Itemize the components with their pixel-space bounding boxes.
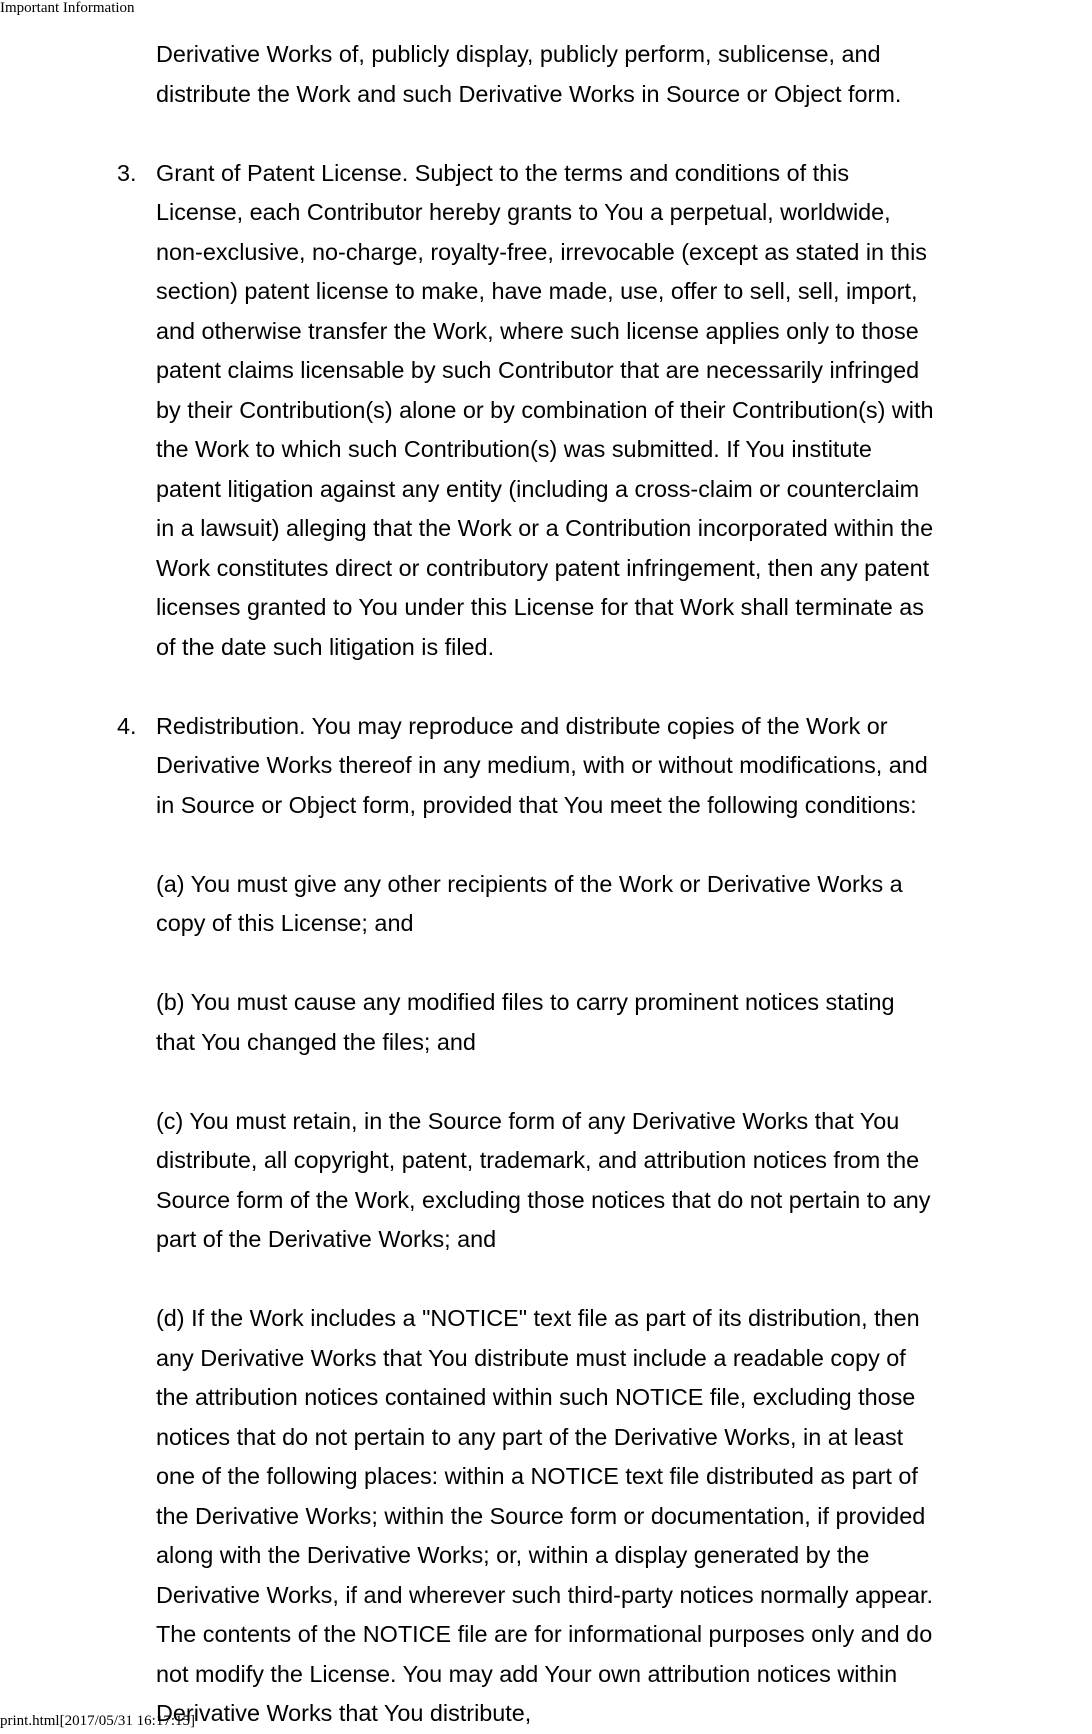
- continuation-paragraph: Derivative Works of, publicly display, publicly perform, sublicense, and distribute the Work and such Derivative Works in Source or Object form.: [156, 41, 902, 107]
- section-4-item-c: (c) You must retain, in the Source form of any Derivative Works that You distribute, all copyright, patent, trademark, and attribution notices from the Source form of the Work, excluding those notices that do not pertain to any part of the Derivative Works; and: [156, 1107, 931, 1252]
- paragraph-spacer: [0, 114, 1092, 154]
- section-4-number: 4.: [117, 712, 137, 739]
- section-3-number: 3.: [117, 159, 137, 186]
- paragraph-spacer: [0, 825, 1092, 865]
- section-4-item-b: (b) You must cause any modified files to carry prominent notices stating that You changed the files; and: [156, 989, 895, 1055]
- section-4: [0, 707, 936, 826]
- paragraph-spacer: [0, 1260, 1092, 1300]
- paragraph-spacer: [0, 1062, 1092, 1102]
- paragraph-spacer: [0, 944, 1092, 984]
- section-4-item-a: (a) You must give any other recipients of the Work or Derivative Works a copy of this License; and: [156, 870, 903, 936]
- section-4-item-d: (d) If the Work includes a "NOTICE" text file as part of its distribution, then any Derivative Works that You distribute must include a readable copy of the attribution notices contained within such NOTICE file, excluding those notices that do not pertain to any part of the Derivative Works, in at least one of the following places: within a NOTICE text file distributed as part of the Derivative Works; within the Source form or documentation, if provided along with the Derivative Works; or, within a display generated by the Derivative Works, if and wherever such third-party notices normally appear. The contents of the NOTICE file are for informational purposes only and do not modify the License. You may add Your own attribution notices within Derivative Works that You distribute,: [156, 1305, 933, 1726]
- page-header-title: Important Information: [0, 0, 135, 16]
- page-footer-url: print.html[2017/05/31 16:17:15]: [0, 1713, 195, 1729]
- paragraph-spacer: [0, 667, 1092, 707]
- section-3-text: Grant of Patent License. Subject to the terms and conditions of this License, each Contributor hereby grants to You a perpetual, worldwide, non-exclusive, no-charge, royalty-free, irrevocable (except as stated in this section) patent license to make, have made, use, offer to sell, sell, import, and otherwise transfer the Work, where such license applies only to those patent claims licensable by such Contributor that are necessarily infringed by their Contribution(s) alone or by combination of their Contribution(s) with the Work to which such Contribution(s) was submitted. If You institute patent litigation against any entity (including a cross-claim or counterclaim in a lawsuit) alleging that the Work or a Contribution incorporated within the Work constitutes direct or contributory patent infringement, then any patent licenses granted to You under this License for that Work shall terminate as of the date such litigation is filed.: [156, 159, 934, 660]
- section-4-text: Redistribution. You may reproduce and distribute copies of the Work or Derivative Works thereof in any medium, with or without modifications, and in Source or Object form, provided that You meet the following conditions:: [156, 712, 928, 818]
- document-body: [0, 35, 1092, 1734]
- section-3: [0, 154, 936, 668]
